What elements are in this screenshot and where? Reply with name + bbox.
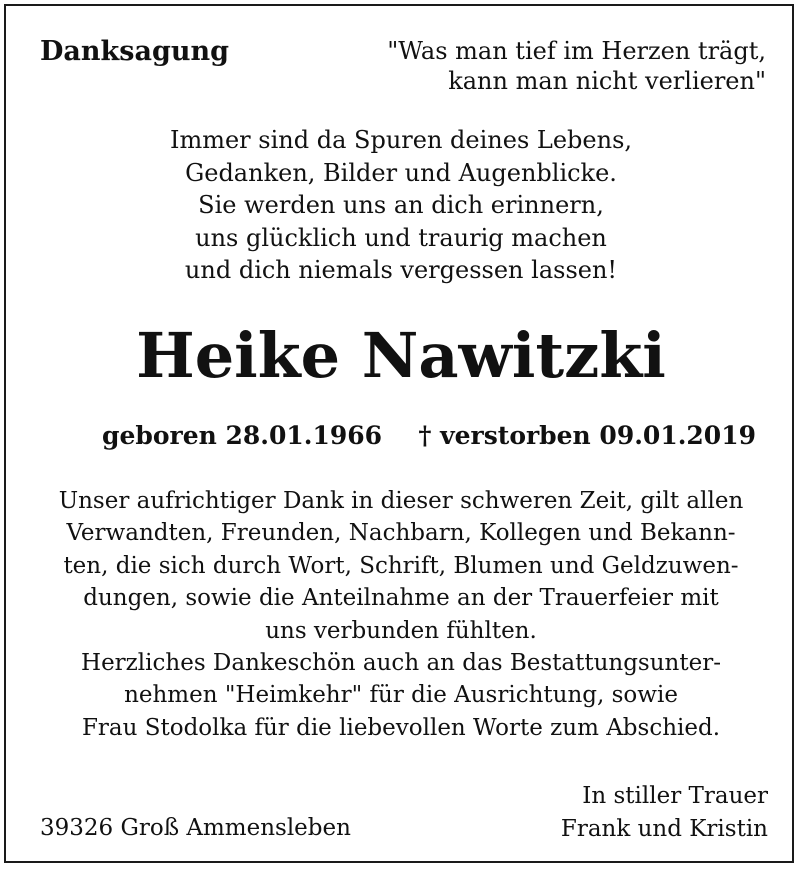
poem-line: Gedanken, Bilder und Augenblicke. — [185, 158, 617, 187]
location: 39326 Groß Ammensleben — [40, 815, 351, 841]
motto-line: kann man nicht verlieren" — [448, 67, 766, 95]
signature-line: In stiller Trauer — [582, 783, 768, 809]
thanks-line: Verwandten, Freunden, Nachbarn, Kollegen und Bekann- — [66, 520, 736, 547]
thanks-line: Herzliches Dankeschön auch an das Bestattungsunter- — [81, 650, 721, 677]
poem-line: Sie werden uns an dich erinnern, — [198, 191, 604, 219]
obituary-notice — [4, 4, 794, 863]
mourners-signature — [561, 780, 768, 846]
notice-heading: Danksagung — [40, 36, 229, 67]
motto-line: "Was man tief im Herzen trägt, — [387, 37, 766, 65]
signature-line: Frank und Kristin — [560, 816, 768, 842]
thanks-line: nehmen "Heimkehr" für die Ausrichtung, sowie — [124, 682, 678, 709]
poem-line: uns glücklich und traurig machen — [195, 223, 607, 252]
thanks-line: Frau Stodolka für die liebevollen Worte zum Abschied. — [81, 714, 721, 741]
death-date: † verstorben 09.01.2019 — [418, 421, 756, 450]
thanks-paragraph — [6, 485, 796, 744]
thanks-line: dungen, sowie die Anteilnahme an der Trauerfeier mit — [83, 585, 719, 612]
thanks-line: uns verbunden fühlten. — [265, 617, 537, 644]
birth-date: geboren 28.01.1966 — [102, 421, 383, 450]
poem-line: Immer sind da Spuren deines Lebens, — [169, 126, 633, 154]
thanks-line: Unser aufrichtiger Dank in dieser schweren Zeit, gilt allen — [58, 488, 744, 514]
motto-quote — [387, 36, 766, 96]
deceased-name: Heike Nawitzki — [136, 319, 666, 392]
poem-line: und dich niemals vergessen lassen! — [184, 256, 618, 284]
thanks-line: ten, die sich durch Wort, Schrift, Blumen und Geldzuwen- — [63, 552, 739, 579]
memorial-poem — [6, 124, 796, 287]
